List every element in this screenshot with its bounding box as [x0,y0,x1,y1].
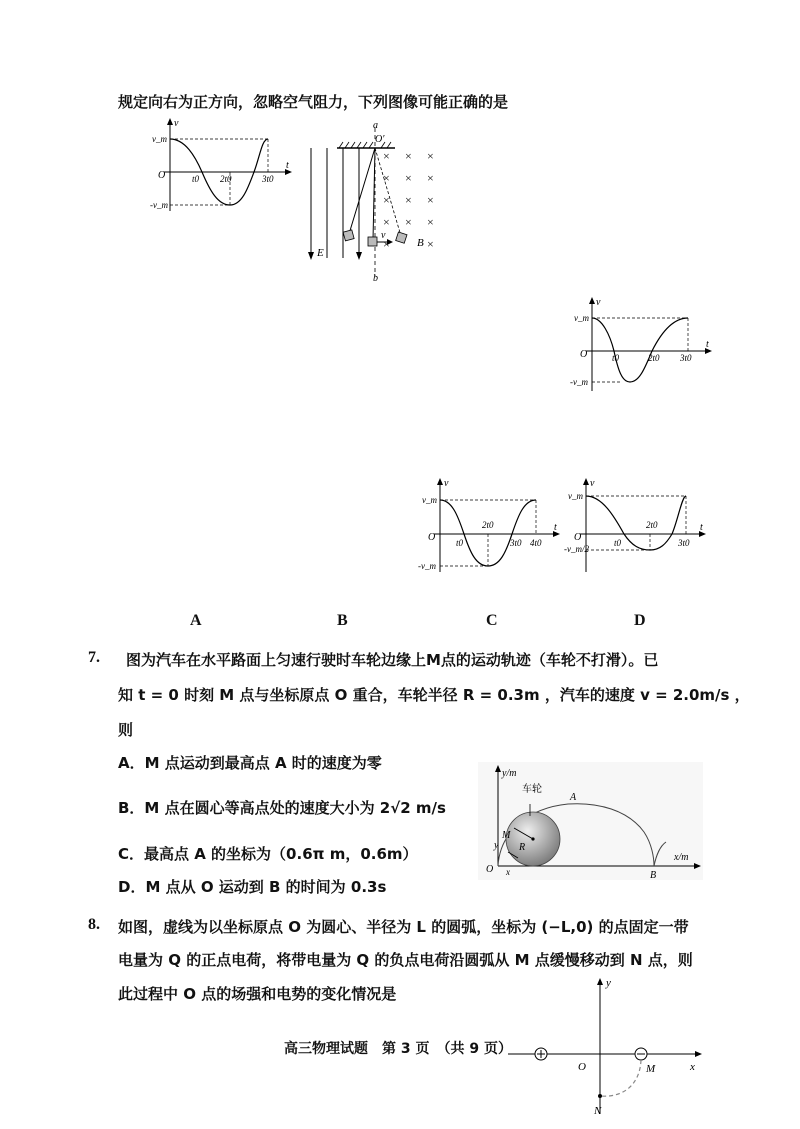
svg-text:O: O [574,532,582,543]
v-axis-label: v [174,118,179,129]
v-arrow-label: v [381,230,386,241]
svg-text:v_m: v_m [422,495,437,505]
svg-text:O: O [428,532,436,543]
svg-text:2t0: 2t0 [482,520,494,530]
svg-text:t: t [554,522,557,533]
svg-text:t0: t0 [456,538,464,548]
q8-number: 8. [88,916,100,933]
svg-text:t: t [700,522,703,533]
svg-text:-v_m/2: -v_m/2 [564,544,589,554]
svg-text:×: × [405,171,412,185]
svg-text:M: M [502,830,511,841]
svg-text:3t0: 3t0 [678,538,690,548]
graph-option-d [564,476,714,576]
svg-text:y/m: y/m [502,768,517,779]
E-label: E [317,247,324,259]
option-label-d: D [634,612,646,629]
svg-text:×: × [427,215,434,229]
svg-text:×: × [427,237,434,251]
svg-text:v: v [444,478,449,489]
page-footer: 高三物理试题 第 3 页 （共 9 页） [284,1041,512,1057]
svg-text:3t0: 3t0 [510,538,522,548]
svg-text:y: y [494,840,499,851]
svg-text:×: × [427,171,434,185]
O-prime-label: O′ [375,134,385,145]
q8-line1: 如图，虚线为以坐标原点 O 为圆心、半径为 L 的圆弧，坐标为 (−L,0) 的点固定一带 [118,918,689,936]
svg-text:A: A [570,792,577,803]
q8-line2: 电量为 Q 的正点电荷，将带电量为 Q 的负点电荷沿圆弧从 M 点缓慢移动到 N 点，则 [118,951,693,969]
svg-text:车轮: 车轮 [522,784,542,795]
svg-text:x/m: x/m [674,852,689,863]
svg-text:v_m: v_m [574,313,589,323]
option-label-b: B [337,612,348,629]
vm-bottom-label: -v_m [150,200,168,210]
svg-text:-v_m: -v_m [570,377,588,387]
svg-text:×: × [427,193,434,207]
svg-text:O: O [580,349,588,360]
svg-text:×: × [383,193,390,207]
svg-text:4t0: 4t0 [530,538,542,548]
tick-3t0: 3t0 [262,174,274,184]
svg-text:x: x [506,867,510,877]
option-label-a: A [190,612,202,629]
svg-text:y: y [606,977,611,989]
q7-option-d: D．M 点从 O 运动到 B 的时间为 0.3s [118,878,387,896]
a-label: a [373,120,378,131]
B-field-label: B [417,237,424,249]
svg-text:B: B [650,870,657,880]
magnetic-field-crosses [383,149,434,251]
graph-option-c [570,295,720,395]
svg-text:×: × [427,149,434,163]
charge-arc-figure [508,974,708,1122]
svg-text:t0: t0 [614,538,622,548]
svg-text:2t0: 2t0 [648,353,660,363]
svg-text:×: × [405,193,412,207]
svg-text:×: × [405,215,412,229]
option-label-c: C [486,612,498,629]
q7-line2: 知 t = 0 时刻 M 点与坐标原点 O 重合，车轮半径 R = 0.3m ，汽车的速度 v = 2.0m/s ， [118,686,750,704]
svg-text:v: v [590,478,595,489]
svg-text:M: M [646,1063,656,1075]
tick-t0: t0 [192,174,200,184]
vm-top-label: v_m [152,134,167,144]
q7-option-a: A．M 点运动到最高点 A 时的速度为零 [118,754,382,772]
svg-text:×: × [383,215,390,229]
b-label: b [373,273,378,283]
graph-option-a [418,476,568,576]
svg-text:R: R [519,842,526,853]
svg-text:t: t [706,339,709,350]
svg-text:O: O [486,864,494,875]
svg-text:×: × [383,237,390,251]
q7-line3: 则 [118,721,134,739]
origin-label: O [158,170,166,181]
q7-option-c: C．最高点 A 的坐标为（0.6π m，0.6m） [118,845,418,863]
question-6-tail: 规定向右为正方向，忽略空气阻力，下列图像可能正确的是 [118,93,509,111]
svg-text:×: × [405,149,412,163]
svg-text:2t0: 2t0 [646,520,658,530]
svg-text:v: v [596,297,601,308]
pendulum-field-diagram [305,118,455,283]
svg-text:O: O [578,1061,586,1073]
q7-line1: 图为汽车在水平路面上匀速行驶时车轮边缘上M点的运动轨迹（车轮不打滑）。已 [126,651,659,669]
svg-text:×: × [383,149,390,163]
t-axis-label: t [286,160,289,171]
q7-number: 7. [88,649,100,666]
svg-text:N: N [594,1105,602,1117]
svg-text:x: x [690,1061,695,1073]
tick-2t0: 2t0 [220,174,232,184]
wheel-trajectory-figure [478,762,703,880]
svg-text:×: × [383,171,390,185]
main-vt-graph [150,116,300,216]
svg-text:v_m: v_m [568,491,583,501]
svg-text:3t0: 3t0 [680,353,692,363]
q8-line3: 此过程中 O 点的场强和电势的变化情况是 [118,985,397,1003]
svg-text:-v_m: -v_m [418,561,436,571]
svg-text:t0: t0 [612,353,620,363]
q7-option-b: B．M 点在圆心等高点处的速度大小为 2√2 m/s [118,799,446,817]
